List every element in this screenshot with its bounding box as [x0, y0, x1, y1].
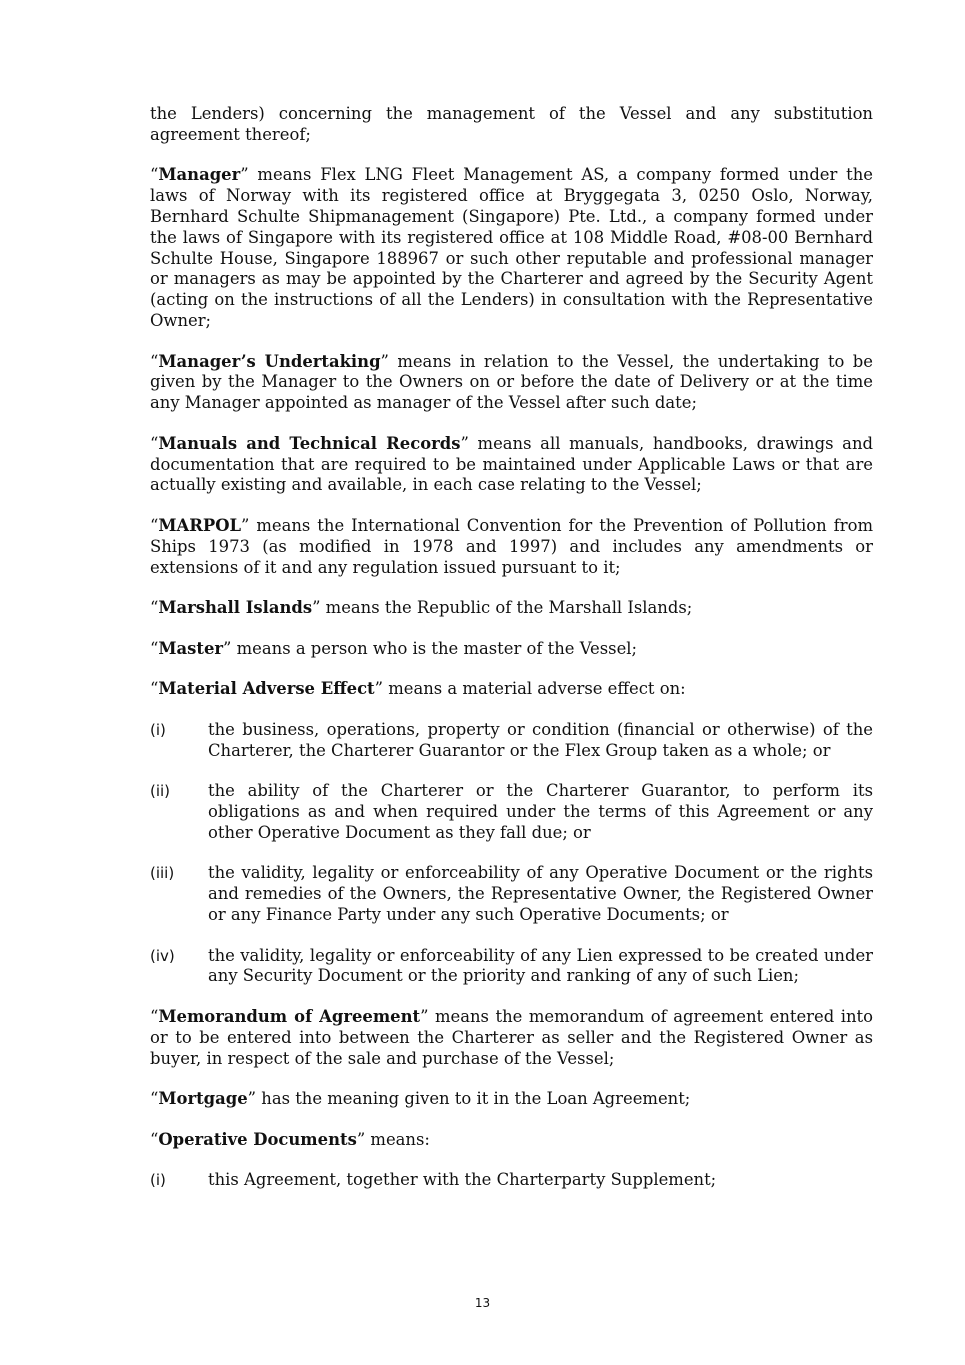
page-number: 13: [474, 1296, 491, 1310]
defined-term: Operative Documents: [158, 1129, 357, 1149]
mae-list-item: [150, 946, 873, 988]
list-text: the ability of the Charterer or the Charterer Guarantor, to perform its obligations as and when required under the terms of this Agreement or any other Operative Document as they fall due; or: [208, 781, 873, 842]
close-quote: ”: [223, 638, 232, 658]
defined-term: MARPOL: [158, 515, 242, 535]
mae-list-item: [150, 720, 873, 762]
open-quote: “: [150, 1129, 159, 1149]
mae-list-item: [150, 863, 873, 925]
defined-term: Memorandum of Agreement: [158, 1007, 421, 1027]
list-text: the business, operations, property or condition (financial or otherwise) of the Charterer, the Charterer Guarantor or the Flex Group taken as a whole; or: [208, 719, 873, 760]
definition-mortgage: [150, 1089, 873, 1110]
definition-text: means the Republic of the Marshall Islands;: [320, 598, 693, 618]
open-quote: “: [150, 679, 159, 699]
close-quote: ”: [240, 165, 249, 185]
list-text: this Agreement, together with the Charterparty Supplement;: [208, 1170, 717, 1190]
list-text: the validity, legality or enforceability of any Lien expressed to be created under any Security Document or the priority and ranking of any of such Lien;: [208, 945, 873, 986]
close-quote: ”: [312, 598, 321, 618]
definition-text: means the memorandum of agreement entered into or to be entered into between the Charterer as seller and the Registered Owner as buyer, in respect of the sale and purchase of the Vessel;: [150, 1007, 873, 1068]
definition-marshall-islands: [150, 598, 873, 619]
definition-master: [150, 639, 873, 660]
defined-term: Manager’s Undertaking: [158, 351, 381, 371]
open-quote: “: [150, 598, 159, 618]
list-label: (iv): [150, 946, 175, 965]
definition-operative-documents: [150, 1130, 873, 1151]
definition-text: means all manuals, handbooks, drawings and documentation that are required to be maintained under Applicable Laws or that are actually existing and available, in each case relating to the Vessel;: [150, 433, 874, 495]
definition-material-adverse-effect: [150, 679, 873, 700]
defined-term: Master: [158, 638, 224, 658]
definition-managers-undertaking: [150, 352, 873, 414]
defined-term: Manuals and Technical Records: [158, 433, 461, 453]
definition-text: has the meaning given to it in the Loan Agreement;: [256, 1089, 691, 1109]
close-quote: ”: [374, 679, 384, 699]
document-body: [150, 104, 873, 1211]
open-quote: “: [150, 515, 159, 535]
list-label: (i): [150, 1171, 166, 1190]
close-quote: ”: [241, 515, 250, 535]
defined-term: Material Adverse Effect: [158, 679, 375, 699]
close-quote: ”: [380, 351, 389, 371]
list-label: (i): [150, 720, 166, 739]
open-quote: “: [150, 165, 159, 185]
definition-text: means the International Convention for the Prevention of Pollution from Ships 1973 (as modified in 1978 and 1997) and includes any amendments or extensions of it and any regulation issued pursuant to it;: [150, 515, 873, 577]
list-label: (ii): [150, 782, 171, 801]
open-quote: “: [150, 1007, 159, 1027]
definition-text: means:: [365, 1129, 430, 1149]
close-quote: ”: [247, 1089, 257, 1109]
definition-text: means Flex LNG Fleet Management AS, a company formed under the laws of Norway with its registered office at Bryggegata 3, 0250 Oslo, Norway, Bernhard Schulte Shipmanagement (Singapore) Pte. Ltd., a company formed under the laws of Singapore with its registered office at 108 Middle Road, #08-00 Bernhard Schulte House, Singapore 188967 or such other reputable and professional manager or managers as may be appointed by the Charterer and agreed by the Security Agent (acting on the instructions of all the Lenders) in consultation with the Representative Owner;: [150, 165, 873, 330]
open-quote: “: [150, 433, 159, 453]
opening-paragraph: the Lenders) concerning the management of the Vessel and any substitution agreement thereof;: [150, 104, 873, 144]
definition-marpol: [150, 516, 873, 578]
defined-term: Marshall Islands: [158, 598, 313, 618]
mae-list-item: [150, 781, 873, 843]
definition-text: means in relation to the Vessel, the undertaking to be given by the Manager to the Owners on or before the date of Delivery or at the time any Manager appointed as manager of the Vessel after such date;: [150, 351, 873, 413]
definition-manager: [150, 165, 873, 331]
close-quote: ”: [420, 1007, 429, 1027]
close-quote: ”: [460, 433, 469, 453]
open-quote: “: [150, 1089, 159, 1109]
list-text: the validity, legality or enforceability of any Operative Document or the rights and remedies of the Owners, the Representative Owner, the Registered Owner or any Finance Party under any such Operative Documents; or: [208, 863, 873, 925]
definition-text: means a person who is the master of the Vessel;: [231, 638, 638, 658]
operative-documents-list-item: [150, 1170, 873, 1191]
definition-memorandum-of-agreement: [150, 1007, 873, 1069]
list-label: (iii): [150, 864, 175, 883]
close-quote: ”: [356, 1129, 366, 1149]
defined-term: Manager: [158, 165, 241, 185]
defined-term: Mortgage: [158, 1089, 248, 1109]
open-quote: “: [150, 351, 159, 371]
open-quote: “: [150, 638, 159, 658]
definition-manuals-technical-records: [150, 434, 873, 496]
definition-text: means a material adverse effect on:: [383, 679, 686, 699]
